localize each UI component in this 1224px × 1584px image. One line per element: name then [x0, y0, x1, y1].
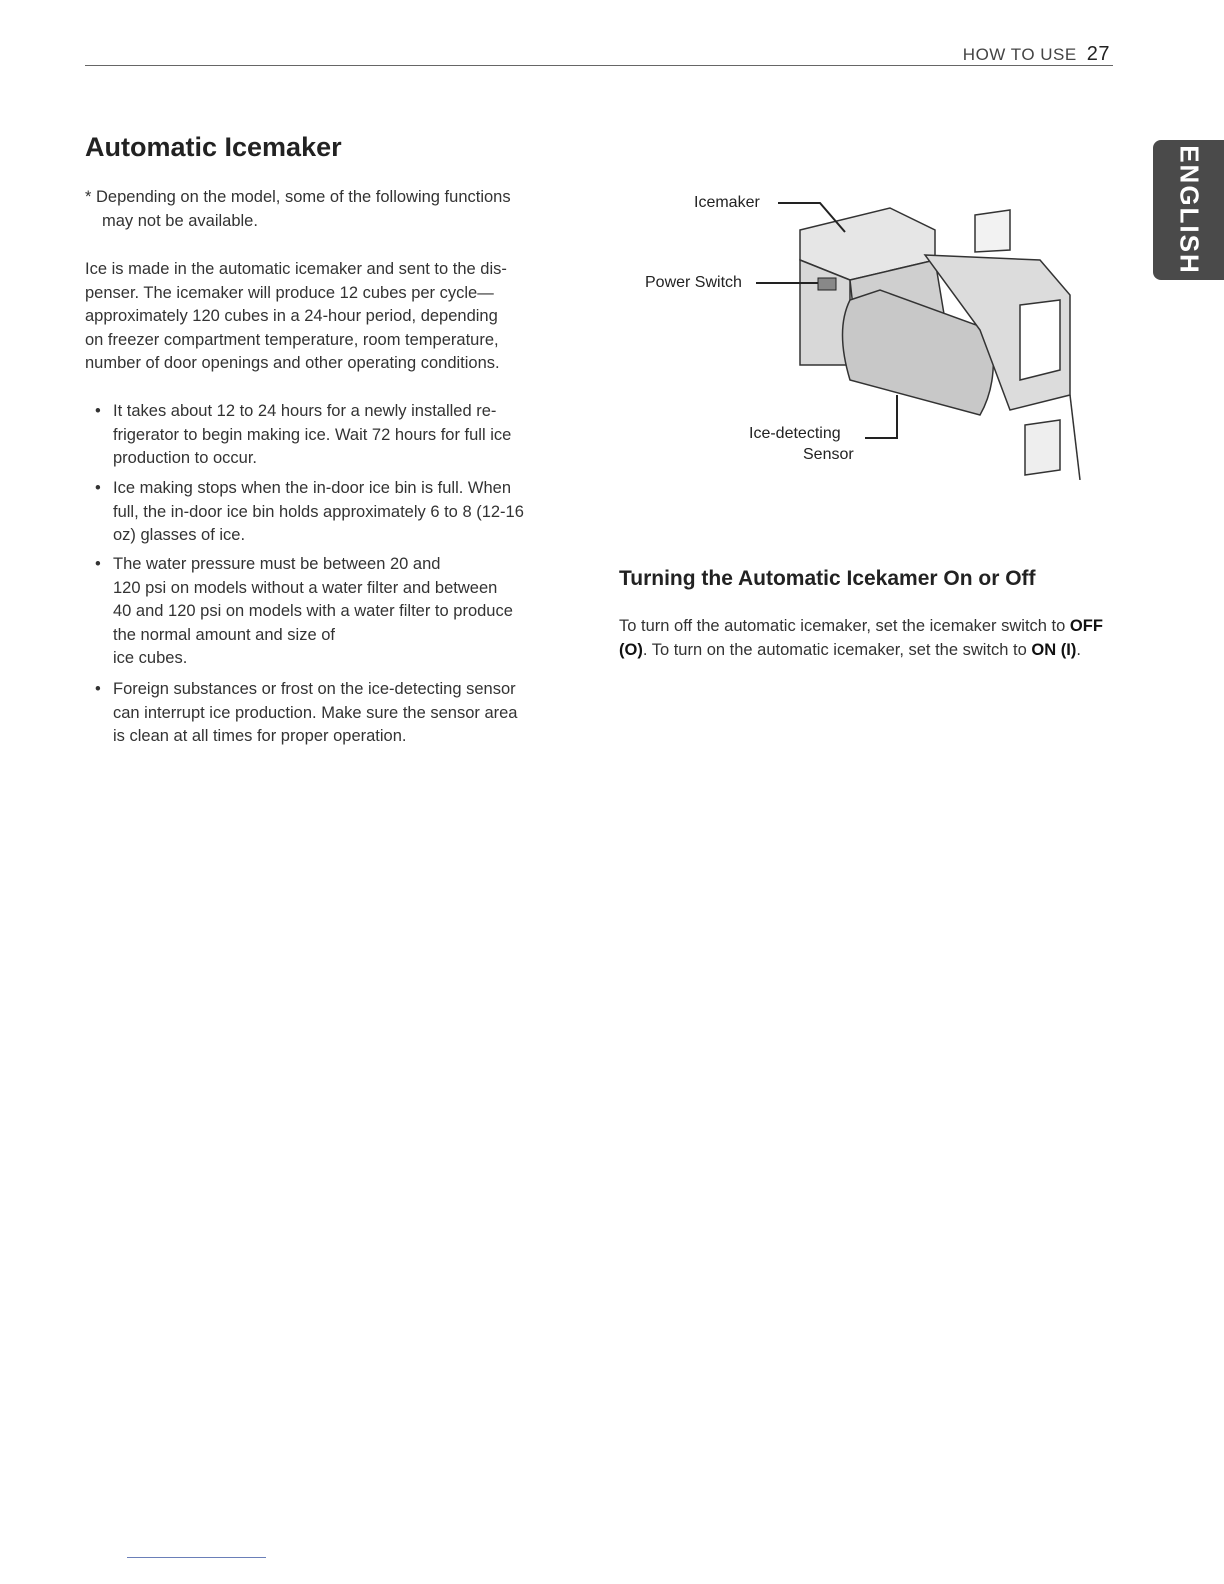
power-switch-label: Power Switch [645, 274, 742, 291]
text-line: ice cubes. [113, 649, 188, 667]
text: To turn off the automatic icemaker, set the icemaker switch to [619, 617, 1066, 635]
sensor-leader [865, 395, 897, 438]
text-line: The water pressure must be between 20 and [113, 555, 441, 573]
text-line: can interrupt ice production. Make sure the sensor area [113, 703, 518, 722]
header-rule [85, 65, 1113, 66]
bullet-item: • It takes about 12 to 24 hours for a newly installed re- frigerator to begin making ice. Wait 72 hours for full ice production to occur. [113, 400, 511, 471]
bullet-item: • The water pressure must be between 20 and 120 psi on models without a water filter and between 40 and 120 psi on models with a water filter to produce the normal amount and size of ice cubes. [113, 553, 513, 671]
power-switch-icon [818, 278, 836, 290]
text-line: full, the in-door ice bin holds approximately 6 to 8 (12-16 [113, 502, 524, 521]
text-line: production to occur. [113, 449, 258, 467]
language-tab [1153, 140, 1224, 280]
note-line: may not be available. [102, 211, 258, 230]
intro-paragraph [85, 258, 507, 376]
text-line: number of door openings and other operating conditions. [85, 354, 500, 372]
bullet-item: • Ice making stops when the in-door ice bin is full. When full, the in-door ice bin holds approximately 6 to 8 (12-16 oz) glasses of ice. [113, 477, 524, 548]
text-line: oz) glasses of ice. [113, 526, 246, 544]
text-line: Ice is made in the automatic icemaker and sent to the dis- [85, 260, 507, 278]
icemaker-label: Icemaker [694, 194, 760, 211]
page-header [963, 43, 1110, 66]
section-heading: Turning the Automatic Icekamer On or Off [619, 567, 1036, 590]
section-name: HOW TO USE [962, 45, 1077, 64]
icemaker-diagram [620, 180, 1100, 480]
text-line: on freezer compartment temperature, room temperature, [85, 330, 499, 349]
language-tab-label: ENGLISH [1174, 145, 1204, 275]
page-number: 27 [1086, 43, 1110, 65]
text: . To turn on the automatic icemaker, set the switch to [642, 640, 1027, 659]
footnote-rule [127, 1557, 266, 1558]
bullet-item: • Foreign substances or frost on the ice-detecting sensor can interrupt ice production. Make sure the sensor area is clean at all times for proper operation. [113, 678, 517, 749]
text-line: is clean at all times for proper operation. [113, 727, 407, 745]
text-line: approximately 120 cubes in a 24-hour period, depending [85, 307, 498, 325]
sensor-label-line2: Sensor [803, 446, 854, 463]
text-line: frigerator to begin making ice. Wait 72 hours for full ice [113, 425, 512, 444]
note-line: * Depending on the model, some of the following functions [85, 188, 511, 206]
text-line: penser. The icemaker will produce 12 cubes per cycle— [85, 283, 494, 302]
text-line: 120 psi on models without a water filter and between [113, 578, 498, 597]
on-label: ON (I) [1031, 640, 1077, 659]
section-paragraph [619, 615, 1119, 662]
model-note [85, 186, 511, 233]
text: . [1076, 640, 1081, 659]
text-line: Foreign substances or frost on the ice-detecting sensor [113, 680, 516, 698]
text-line: It takes about 12 to 24 hours for a newly installed re- [113, 402, 497, 420]
sensor-label-line1: Ice-detecting [749, 425, 841, 442]
off-label: OFF (O) [619, 617, 1103, 659]
text-line: 40 and 120 psi on models with a water filter to produce [113, 602, 513, 620]
text-line: Ice making stops when the in-door ice bin is full. When [113, 479, 512, 497]
page-title: Automatic Icemaker [85, 132, 342, 162]
text-line: the normal amount and size of [113, 625, 335, 644]
